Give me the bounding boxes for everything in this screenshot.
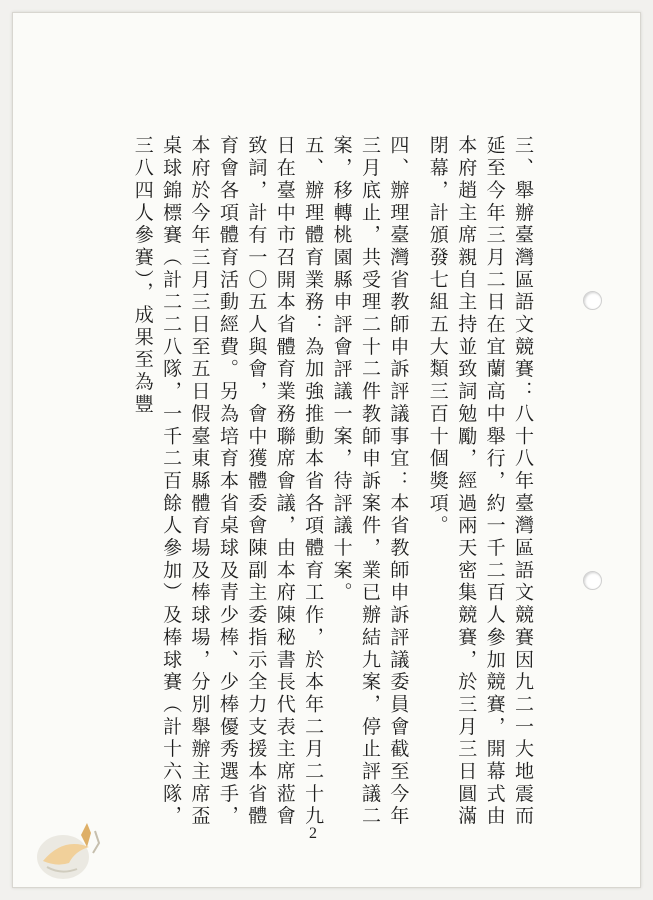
paragraph-language-contest: 三、舉辦臺灣區語文競賽：八十八年臺灣區語文競賽因九二一大地震而延至今年三月二日在宜蘭高中舉行，約一千二百人參加競賽，開幕式由本府趙主席親自主持並致詞勉勵，經過兩天密集競賽，於三月三日圓滿閉幕，計頒發七組五大類三百十個獎項。 (426, 135, 534, 828)
document-body (128, 135, 548, 835)
library-logo-icon (33, 817, 109, 883)
page-number: 2 (309, 825, 317, 842)
paragraph-teacher-appeals: 四、辦理臺灣省教師申訴評議事宜：本省教師申訴評議委員會截至今年三月底止，共受理二十二件教師申訴案件，業已辦結九案，停止評議二案，移轉桃園縣申評會評議一案，待評議十案。 (330, 135, 410, 828)
binder-hole-bottom (583, 571, 602, 590)
binder-hole-top (583, 291, 602, 310)
paragraph-sports-affairs: 五、辦理體育業務：為加強推動本省各項體育工作，於本年二月二十九日在臺中市召開本省體育業務聯席會議，由本府陳秘書長代表主席蒞會致詞，計有一〇五人與會，會中獲體委會陳副主委指示全力支援本省體育會各項體育活動經費。另為培育本省桌球及青少棒、少棒優秀選手，本府於今年三月三日至五日假臺東縣體育場及棒球場，分別舉辦主席盃桌球錦標賽（計二二八隊，一千二百餘人參加）及棒球賽（計十六隊，三八四人參賽），成果至為豐 (131, 135, 325, 828)
document-page (12, 12, 641, 888)
